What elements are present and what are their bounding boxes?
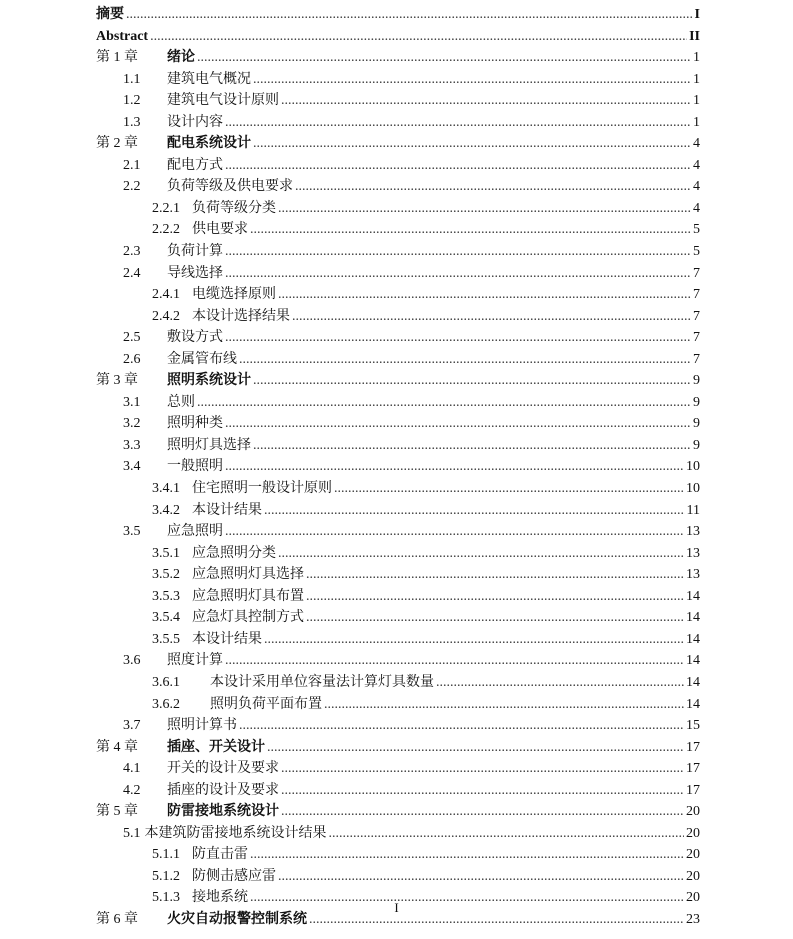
toc-entry-page-number: 1 [693, 114, 700, 130]
toc-entry-number: 3.7 [123, 718, 141, 734]
dot-leader [225, 521, 684, 543]
toc-entry-title: 插座、开关设计 [167, 738, 265, 755]
dot-leader [197, 392, 691, 414]
toc-entry-page-number: 20 [686, 890, 700, 906]
toc-entry-title: 应急照明灯具选择 [192, 567, 304, 583]
dot-leader [306, 607, 684, 629]
toc-entry-number: 1.2 [123, 93, 141, 109]
toc-entry[interactable] [96, 564, 700, 586]
toc-entry-number: 5.1.1 [152, 847, 180, 863]
toc-entry-page-number: 11 [686, 502, 700, 518]
toc-entry[interactable] [96, 133, 700, 155]
dot-leader [334, 478, 684, 500]
toc-entry-page-number: 9 [693, 416, 700, 432]
toc-entry-title: 总则 [167, 394, 195, 410]
toc-entry-number: 3.6.1 [152, 674, 180, 690]
toc-entry-title: 照明计算书 [167, 718, 237, 734]
toc-entry-title: 金属管布线 [167, 351, 237, 367]
toc-entry-number: 第 3 章 [96, 373, 138, 389]
toc-entry[interactable] [96, 370, 700, 392]
toc-entry[interactable] [96, 866, 700, 888]
dot-leader [150, 26, 687, 48]
toc-entry-title: 照明负荷平面布置 [210, 696, 322, 712]
toc-entry-number: 3.6 [123, 653, 141, 669]
dot-leader [253, 69, 691, 91]
toc-entry-number: 2.4.2 [152, 308, 180, 324]
toc-entry-page-number: 4 [693, 136, 700, 152]
toc-entry-number: 3.6.2 [152, 696, 180, 712]
dot-leader [324, 694, 684, 716]
toc-entry-number: 3.1 [123, 394, 141, 410]
dot-leader [250, 844, 684, 866]
toc-entry-number: 3.4.2 [152, 502, 180, 518]
toc-entry[interactable] [96, 737, 700, 759]
dot-leader [278, 543, 684, 565]
toc-entry-page-number: 7 [693, 351, 700, 367]
toc-entry[interactable] [96, 176, 700, 198]
toc-entry-number: 1.3 [123, 114, 141, 130]
toc-entry[interactable] [96, 586, 700, 608]
toc-entry-title: 住宅照明一般设计原则 [192, 481, 332, 497]
toc-entry-title: 绪论 [167, 49, 195, 66]
toc-entry-title: 应急照明分类 [192, 545, 276, 561]
dot-leader [253, 435, 691, 457]
dot-leader [329, 823, 685, 845]
toc-entry-page-number: 1 [693, 93, 700, 109]
toc-entry-page-number: 20 [686, 825, 700, 841]
toc-entry[interactable] [96, 758, 700, 780]
toc-entry-page-number: 5 [693, 222, 700, 238]
dot-leader [281, 801, 684, 823]
dot-leader [225, 413, 691, 435]
dot-leader [225, 263, 691, 285]
toc-entry[interactable] [96, 90, 700, 112]
toc-entry-title: 防直击雷 [192, 847, 248, 863]
toc-entry-title: 防侧击感应雷 [192, 868, 276, 884]
toc-entry-title: Abstract [96, 28, 149, 44]
toc-entry-number: 3.2 [123, 416, 141, 432]
table-of-contents [96, 4, 700, 931]
toc-entry[interactable] [96, 219, 700, 241]
toc-entry-page-number: 17 [686, 761, 700, 777]
toc-entry-page-number: 4 [693, 200, 700, 216]
toc-entry-page-number: 9 [693, 373, 700, 389]
toc-entry[interactable] [96, 69, 700, 91]
toc-entry-page-number: 23 [686, 911, 700, 927]
toc-entry-number: 5.1.3 [152, 890, 180, 906]
toc-entry-number: 3.5.3 [152, 588, 180, 604]
dot-leader [278, 198, 691, 220]
toc-entry-number: 4.1 [123, 761, 141, 777]
toc-entry[interactable] [96, 263, 700, 285]
toc-entry-page-number: 9 [693, 437, 700, 453]
toc-entry-title: 配电系统设计 [167, 135, 251, 152]
toc-entry-page-number: 14 [686, 588, 700, 604]
toc-entry[interactable] [96, 543, 700, 565]
toc-entry[interactable] [96, 349, 700, 371]
toc-entry-page-number: 13 [686, 524, 700, 540]
toc-entry-title: 照明灯具选择 [167, 437, 251, 453]
toc-entry-page-number: 20 [686, 847, 700, 863]
page-number-footer: I [394, 900, 399, 915]
toc-entry-title: 配电方式 [167, 157, 223, 173]
toc-entry-number: 3.5.4 [152, 610, 180, 626]
toc-entry-page-number: 20 [686, 804, 700, 820]
toc-entry-page-number: 4 [693, 157, 700, 173]
dot-leader [253, 370, 691, 392]
dot-leader [306, 586, 684, 608]
toc-entry-number: 1.1 [123, 71, 141, 87]
dot-leader [278, 866, 684, 888]
toc-entry-title: 照明系统设计 [167, 372, 251, 389]
toc-entry-number: 3.5 [123, 524, 141, 540]
toc-entry-page-number: 10 [686, 459, 700, 475]
toc-entry-number: 3.3 [123, 437, 141, 453]
toc-entry[interactable] [96, 672, 700, 694]
toc-entry-title: 建筑电气概况 [167, 71, 251, 87]
dot-leader [239, 715, 684, 737]
dot-leader [306, 564, 684, 586]
toc-entry-number: 2.5 [123, 330, 141, 346]
toc-entry-title: 照度计算 [167, 653, 223, 669]
toc-entry-title: 本设计结果 [192, 631, 262, 647]
dot-leader [267, 737, 684, 759]
toc-entry-number: 3.4 [123, 459, 141, 475]
toc-entry-number: 3.5.2 [152, 567, 180, 583]
toc-entry-page-number: II [689, 28, 700, 44]
toc-entry-page-number: 7 [693, 308, 700, 324]
toc-entry-number: 3.4.1 [152, 481, 180, 497]
toc-entry-number: 2.4.1 [152, 287, 180, 303]
toc-entry-title: 导线选择 [167, 265, 223, 281]
toc-entry-number: 第 4 章 [96, 739, 138, 755]
toc-entry[interactable] [96, 500, 700, 522]
toc-entry-page-number: 14 [686, 610, 700, 626]
toc-entry-title: 应急照明 [167, 524, 223, 540]
dot-leader [281, 780, 684, 802]
toc-entry[interactable] [96, 478, 700, 500]
toc-entry-page-number: 10 [686, 481, 700, 497]
dot-leader [292, 306, 691, 328]
toc-entry-title: 照明种类 [167, 416, 223, 432]
toc-entry-page-number: 7 [693, 287, 700, 303]
dot-leader [225, 155, 691, 177]
toc-entry-title: 本设计选择结果 [192, 308, 290, 324]
toc-entry[interactable] [96, 284, 700, 306]
toc-entry-number: 第 5 章 [96, 804, 138, 820]
dot-leader [281, 90, 691, 112]
dot-leader [197, 47, 691, 69]
toc-entry[interactable] [96, 413, 700, 435]
toc-entry-page-number: 14 [686, 653, 700, 669]
toc-entry-number: 2.1 [123, 157, 141, 173]
dot-leader [225, 241, 691, 263]
toc-entry-page-number: I [694, 7, 700, 22]
toc-entry-title: 电缆选择原则 [192, 287, 276, 303]
toc-entry[interactable] [96, 780, 700, 802]
toc-entry[interactable] [96, 198, 700, 220]
toc-entry-number: 2.3 [123, 244, 141, 260]
toc-entry-page-number: 20 [686, 868, 700, 884]
toc-entry[interactable] [96, 47, 700, 69]
toc-entry-page-number: 13 [686, 567, 700, 583]
dot-leader [225, 327, 691, 349]
toc-entry-title: 供电要求 [192, 222, 248, 238]
toc-entry[interactable] [96, 306, 700, 328]
toc-entry-title: 应急灯具控制方式 [192, 610, 304, 626]
toc-entry-page-number: 15 [686, 718, 700, 734]
toc-entry[interactable] [96, 801, 700, 823]
toc-entry-page-number: 9 [693, 394, 700, 410]
toc-entry-title: 本建筑防雷接地系统设计结果 [144, 825, 327, 841]
toc-entry-number: 第 6 章 [96, 911, 138, 927]
toc-entry-page-number: 14 [686, 631, 700, 647]
toc-entry-page-number: 4 [693, 179, 700, 195]
toc-entry[interactable] [96, 823, 700, 845]
toc-entry[interactable] [96, 521, 700, 543]
toc-entry[interactable] [96, 629, 700, 651]
toc-entry-number: 5.1 [123, 825, 141, 841]
dot-leader [436, 672, 684, 694]
toc-entry-title: 建筑电气设计原则 [167, 93, 279, 109]
toc-entry-number: 2.2.2 [152, 222, 180, 238]
toc-entry-title: 防雷接地系统设计 [167, 803, 279, 820]
toc-entry[interactable] [96, 650, 700, 672]
toc-entry-title: 插座的设计及要求 [167, 782, 279, 798]
toc-entry-title: 一般照明 [167, 459, 223, 475]
toc-entry-page-number: 5 [693, 244, 700, 260]
toc-entry[interactable] [96, 607, 700, 629]
toc-entry[interactable] [96, 715, 700, 737]
toc-entry-number: 5.1.2 [152, 868, 180, 884]
toc-entry[interactable] [96, 4, 700, 26]
dot-leader [264, 629, 684, 651]
toc-entry[interactable] [96, 26, 700, 48]
dot-leader [225, 650, 684, 672]
toc-entry-title: 负荷计算 [167, 244, 223, 260]
toc-entry[interactable] [96, 844, 700, 866]
toc-entry-title: 敷设方式 [167, 330, 223, 346]
toc-entry-page-number: 13 [686, 545, 700, 561]
dot-leader [225, 112, 691, 134]
toc-entry-number: 2.6 [123, 351, 141, 367]
dot-leader [239, 349, 691, 371]
toc-entry-title: 本设计采用单位容量法计算灯具数量 [210, 674, 434, 690]
toc-entry-title: 开关的设计及要求 [167, 761, 279, 777]
toc-entry-title: 本设计结果 [192, 502, 262, 518]
toc-entry-page-number: 1 [693, 50, 700, 66]
toc-entry-page-number: 7 [693, 265, 700, 281]
toc-entry-title: 火灾自动报警控制系统 [167, 910, 307, 927]
toc-entry-page-number: 17 [686, 739, 700, 755]
toc-entry-title: 接地系统 [192, 890, 248, 906]
dot-leader [295, 176, 691, 198]
toc-entry-number: 2.2.1 [152, 200, 180, 216]
toc-entry-title: 负荷等级分类 [192, 200, 276, 216]
toc-entry[interactable] [96, 155, 700, 177]
toc-entry-number: 3.5.1 [152, 545, 180, 561]
toc-entry-page-number: 14 [686, 696, 700, 712]
toc-entry-title: 摘要 [96, 7, 124, 22]
toc-entry[interactable] [96, 327, 700, 349]
toc-entry-number: 2.2 [123, 179, 141, 195]
toc-entry-title: 应急照明灯具布置 [192, 588, 304, 604]
dot-leader [250, 219, 691, 241]
dot-leader [278, 284, 691, 306]
toc-entry-page-number: 14 [686, 674, 700, 690]
toc-entry[interactable] [96, 112, 700, 134]
toc-entry-page-number: 7 [693, 330, 700, 346]
dot-leader [281, 758, 684, 780]
dot-leader [253, 133, 691, 155]
toc-entry-number: 4.2 [123, 782, 141, 798]
dot-leader [225, 456, 684, 478]
toc-entry-number: 3.5.5 [152, 631, 180, 647]
dot-leader [264, 500, 685, 522]
toc-entry[interactable] [96, 435, 700, 457]
toc-entry-page-number: 1 [693, 71, 700, 87]
toc-entry[interactable] [96, 241, 700, 263]
toc-entry[interactable] [96, 694, 700, 716]
toc-entry[interactable] [96, 456, 700, 478]
toc-entry-number: 第 1 章 [96, 50, 138, 66]
toc-entry-page-number: 17 [686, 782, 700, 798]
toc-entry[interactable] [96, 392, 700, 414]
dot-leader [126, 4, 693, 26]
toc-entry-number: 2.4 [123, 265, 141, 281]
toc-entry-title: 设计内容 [167, 114, 223, 130]
toc-entry-title: 负荷等级及供电要求 [167, 179, 293, 195]
toc-entry-number: 第 2 章 [96, 136, 138, 152]
